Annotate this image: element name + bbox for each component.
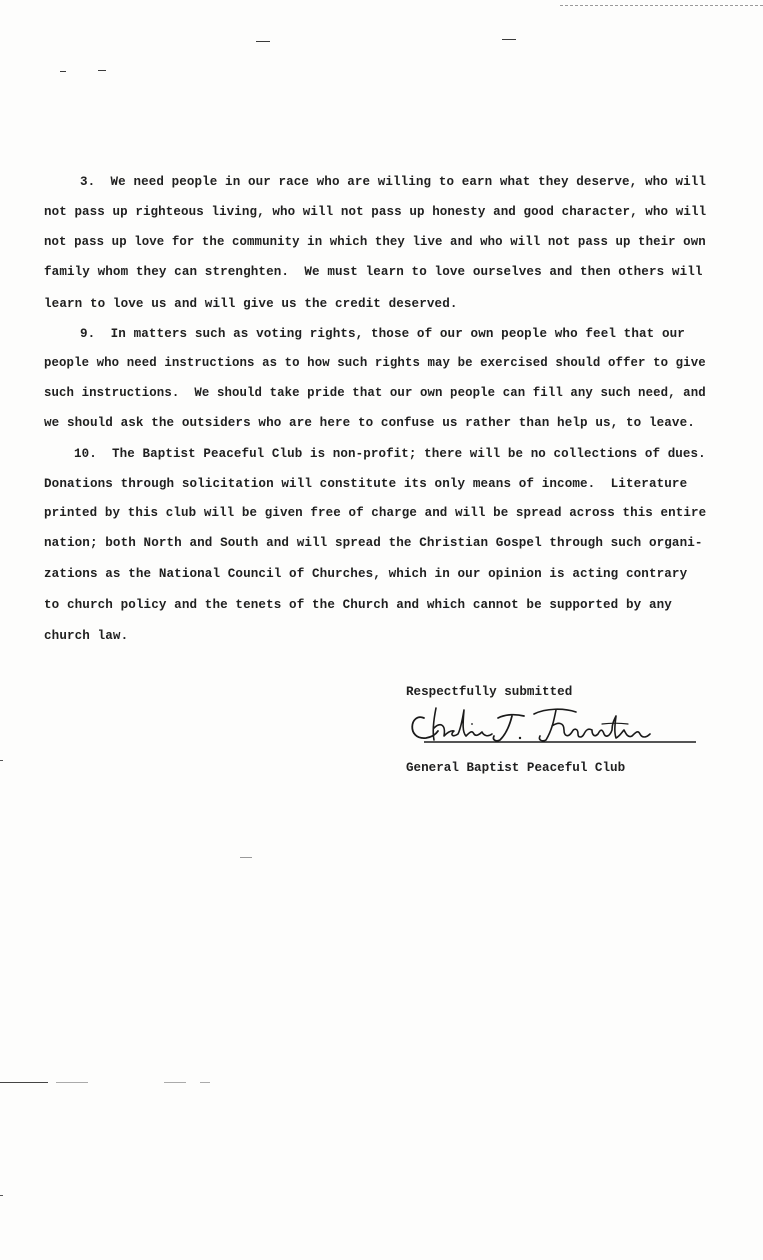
- scan-mark: [0, 1082, 48, 1083]
- paragraph-10-line-3: printed by this club will be given free of charge and will be spread across this entire: [44, 506, 707, 520]
- paragraph-9-line-4: we should ask the outsiders who are here to confuse us rather than help us, to leave.: [44, 416, 695, 430]
- paragraph-3-line-3: not pass up love for the community in which they live and who will not pass up their own: [44, 235, 706, 249]
- paragraph-10-line-4: nation; both North and South and will spread the Christian Gospel through such organi-: [44, 536, 703, 550]
- scan-mark: [60, 71, 66, 72]
- closing-text: Respectfully submitted: [406, 685, 573, 699]
- paragraph-3-line-1: 3. We need people in our race who are willing to earn what they deserve, who will: [80, 175, 707, 189]
- paragraph-9-line-2: people who need instructions as to how such rights may be exercised should offer to give: [44, 356, 706, 370]
- scan-mark: [200, 1082, 210, 1083]
- paragraph-10-line-6: to church policy and the tenets of the Church and which cannot be supported by any: [44, 598, 672, 612]
- paragraph-10-line-2: Donations through solicitation will constitute its only means of income. Literature: [44, 477, 688, 491]
- scan-mark: [56, 1082, 88, 1083]
- scan-mark: [98, 70, 106, 71]
- paragraph-9-line-1: 9. In matters such as voting rights, those of our own people who feel that our: [80, 327, 685, 341]
- handwritten-signature: [406, 704, 698, 744]
- scan-mark: [0, 760, 3, 761]
- page-top-edge: [560, 0, 763, 6]
- scan-mark: [502, 39, 516, 40]
- paragraph-10-line-5: zations as the National Council of Churches, which in our opinion is acting contrary: [44, 567, 688, 581]
- paragraph-10-line-1: 10. The Baptist Peaceful Club is non-profit; there will be no collections of dues.: [74, 447, 706, 461]
- organization-name: General Baptist Peaceful Club: [406, 761, 626, 775]
- signature-block: [406, 684, 706, 784]
- scan-mark: [164, 1082, 186, 1083]
- paragraph-9-line-3: such instructions. We should take pride that our own people can fill any such need, and: [44, 386, 706, 400]
- paragraph-10-line-7: church law.: [44, 629, 129, 643]
- scan-mark: [240, 857, 252, 858]
- scan-mark: [256, 41, 270, 42]
- paragraph-3-line-4: family whom they can strenghten. We must learn to love ourselves and then others will: [44, 265, 703, 279]
- paragraph-3-line-5: learn to love us and will give us the credit deserved.: [44, 297, 458, 311]
- scan-mark: [0, 1195, 3, 1196]
- paragraph-3-line-2: not pass up righteous living, who will not pass up honesty and good character, who will: [44, 205, 707, 219]
